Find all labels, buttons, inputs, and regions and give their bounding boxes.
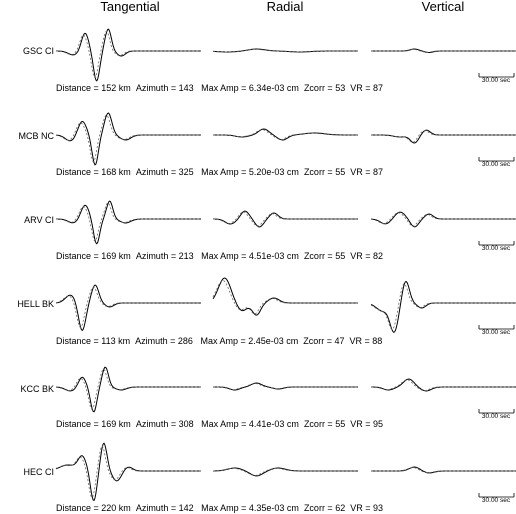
observed-trace [56, 113, 201, 165]
observed-trace [213, 468, 358, 476]
max-amp-value: Max Amp = 4.41e-03 cm [201, 419, 299, 429]
distance-value: Distance = 152 km [56, 83, 131, 93]
zcorr-value: Zcorr = 62 [303, 503, 346, 513]
scale-bar-label: 30.00 sec [481, 329, 511, 336]
observed-trace [371, 467, 516, 473]
synthetic-trace [371, 131, 516, 143]
station-label: GSC CI [22, 46, 54, 56]
azimuth-value: Azimuth = 308 [135, 419, 194, 429]
synthetic-trace [56, 369, 201, 409]
synthetic-trace [371, 467, 516, 472]
scale-bar-label: 30.00 sec [481, 161, 511, 168]
scale-bar-label: 30.00 sec [481, 413, 511, 420]
max-amp-value: Max Amp = 4.35e-03 cm [201, 503, 299, 513]
vr-value: VR = 87 [350, 167, 383, 177]
vr-value: VR = 87 [350, 83, 383, 93]
station-info [56, 503, 383, 513]
vr-value: VR = 88 [349, 336, 383, 346]
column-title-radial: Radial [266, 0, 304, 14]
synthetic-trace [213, 130, 358, 140]
azimuth-value: Azimuth = 286 [135, 336, 193, 346]
synthetic-trace [56, 31, 201, 78]
station-info [56, 167, 383, 177]
distance-value: Distance = 220 km [56, 503, 131, 513]
station-info [56, 419, 383, 429]
station-label: ARV CI [24, 215, 54, 225]
observed-trace [56, 29, 201, 81]
observed-trace [371, 282, 516, 333]
observed-trace [371, 379, 516, 391]
azimuth-value: Azimuth = 325 [135, 167, 194, 177]
observed-trace [56, 367, 201, 412]
observed-trace [213, 278, 358, 315]
vr-value: VR = 95 [350, 419, 383, 429]
azimuth-value: Azimuth = 143 [135, 83, 194, 93]
azimuth-value: Azimuth = 213 [135, 251, 194, 261]
zcorr-value: Zcorr = 53 [303, 83, 346, 93]
synthetic-trace [213, 281, 358, 314]
station-label: MCB NC [18, 131, 54, 141]
zcorr-value: Zcorr = 55 [303, 167, 346, 177]
zcorr-value: Zcorr = 47 [303, 336, 345, 346]
synthetic-trace [56, 115, 201, 162]
station-label: KCC BK [20, 384, 54, 394]
scale-bar-label: 30.00 sec [481, 497, 511, 504]
station-label: HEC CI [23, 467, 54, 477]
station-info [56, 83, 383, 93]
vr-value: VR = 82 [350, 251, 383, 261]
vr-value: VR = 93 [350, 503, 383, 513]
distance-value: Distance = 113 km [56, 336, 131, 346]
zcorr-value: Zcorr = 55 [303, 251, 346, 261]
observed-trace [56, 443, 201, 500]
observed-trace [56, 201, 201, 244]
synthetic-trace [371, 284, 516, 330]
zcorr-value: Zcorr = 55 [303, 419, 346, 429]
synthetic-trace [56, 287, 201, 328]
column-title-tangential: Tangential [100, 0, 160, 14]
station-info [56, 336, 382, 346]
distance-value: Distance = 169 km [56, 419, 131, 429]
distance-value: Distance = 168 km [56, 167, 131, 177]
max-amp-value: Max Amp = 5.20e-03 cm [201, 167, 299, 177]
distance-value: Distance = 169 km [56, 251, 131, 261]
observed-trace [56, 285, 201, 330]
synthetic-trace [56, 446, 201, 498]
station-info [56, 251, 383, 261]
scale-bar-label: 30.00 sec [481, 77, 511, 84]
azimuth-value: Azimuth = 142 [135, 503, 194, 513]
observed-trace [213, 383, 358, 390]
max-amp-value: Max Amp = 2.45e-03 cm [200, 336, 299, 346]
max-amp-value: Max Amp = 6.34e-03 cm [201, 83, 299, 93]
column-title-vertical: Vertical [421, 0, 465, 14]
scale-bar-label: 30.00 sec [481, 245, 511, 252]
observed-trace [371, 212, 516, 227]
max-amp-value: Max Amp = 4.51e-03 cm [201, 251, 299, 261]
station-label: HELL BK [17, 299, 54, 309]
